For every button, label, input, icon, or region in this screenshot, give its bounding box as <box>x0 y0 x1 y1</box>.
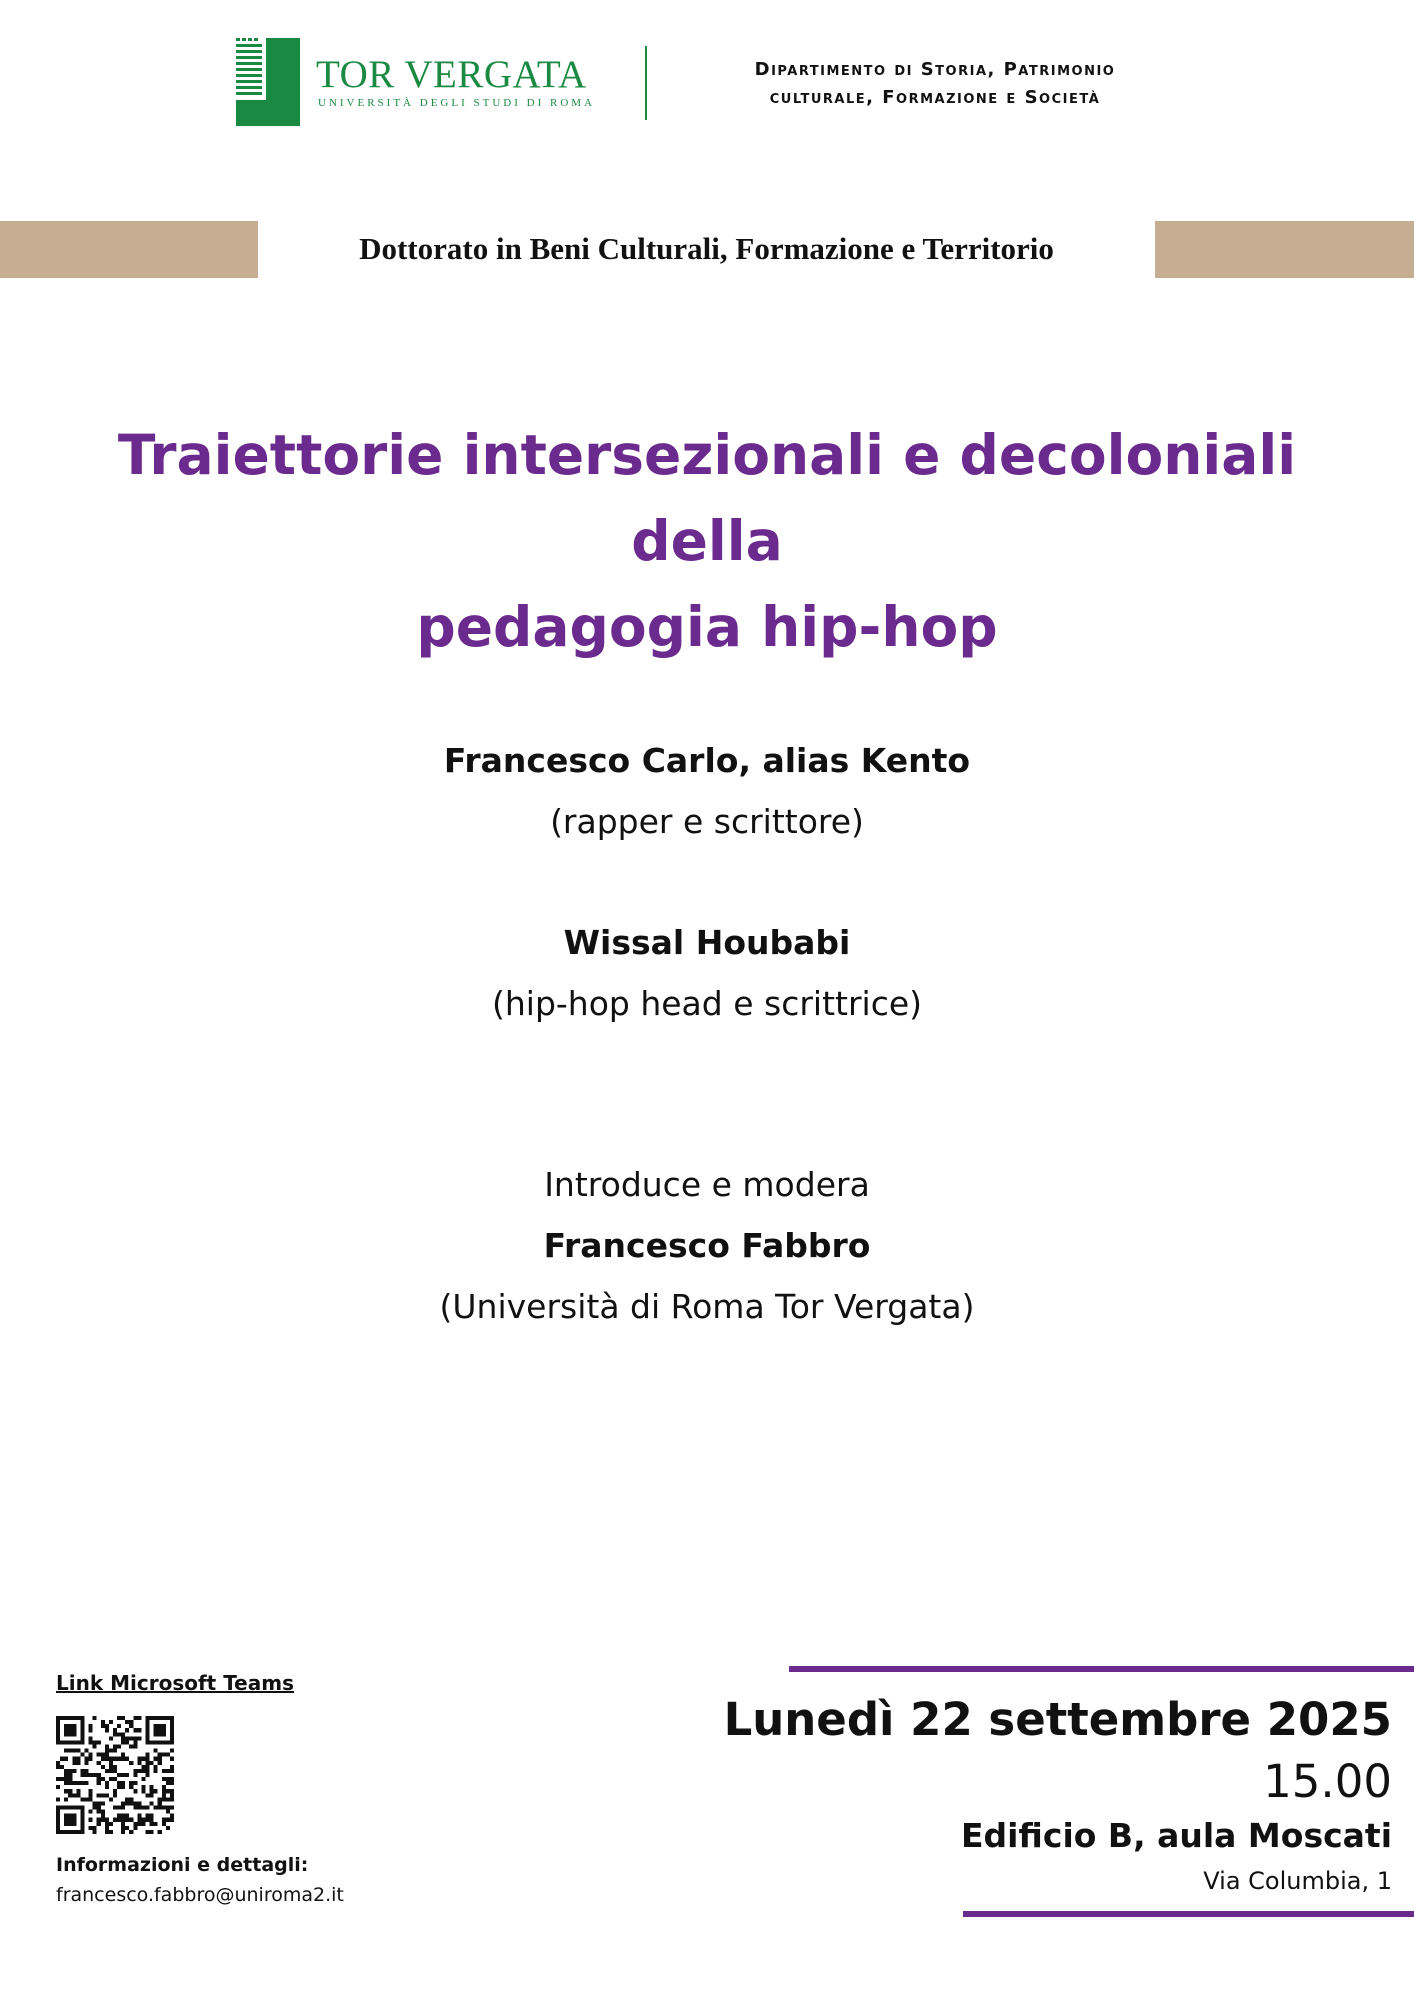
department-line-1: Dipartimento di Storia, Patrimonio <box>754 59 1116 80</box>
speaker-name: Wissal Houbabi <box>563 923 851 962</box>
department-line-2: culturale, Formazione e Società <box>769 87 1101 108</box>
tor-vergata-logo-icon <box>236 38 300 126</box>
speaker-role: (hip-hop head e scrittrice) <box>491 984 923 1023</box>
event-title-line-1: Traiettorie intersezionali e decoloniali della <box>117 423 1297 573</box>
event-title-line-2: pedagogia hip-hop <box>416 595 998 659</box>
program-title: Dottorato in Beni Culturali, Formazione e Territorio <box>359 231 1054 266</box>
speaker-name: Francesco Carlo, alias Kento <box>443 741 971 780</box>
event-address: Via Columbia, 1 <box>1203 1867 1392 1895</box>
moderator-affiliation: (Università di Roma Tor Vergata) <box>439 1287 975 1326</box>
moderator-intro: Introduce e modera <box>544 1165 870 1204</box>
event-place: Edificio B, aula Moscati <box>960 1816 1392 1855</box>
event-title <box>40 412 1374 670</box>
info-label: Informazioni e dettagli: <box>56 1854 309 1876</box>
logo-subtitle: UNIVERSITÀ DEGLI STUDI DI ROMA <box>318 97 595 109</box>
band-right <box>1155 221 1414 278</box>
accent-line-bottom <box>963 1911 1414 1917</box>
teams-link[interactable]: Link Microsoft Teams <box>56 1671 294 1695</box>
speaker-role: (rapper e scrittore) <box>550 802 864 841</box>
event-date: Lunedì 22 settembre 2025 <box>723 1693 1392 1746</box>
moderator-name: Francesco Fabbro <box>543 1226 871 1265</box>
department-name <box>690 56 1180 112</box>
event-time: 15.00 <box>1263 1755 1392 1808</box>
band-left <box>0 221 258 278</box>
logo-name: TOR VERGATA <box>316 53 587 96</box>
header-divider <box>645 46 647 120</box>
accent-line-top <box>789 1666 1414 1672</box>
info-email[interactable]: francesco.fabbro@uniroma2.it <box>56 1884 344 1906</box>
qr-code-icon[interactable] <box>56 1716 174 1834</box>
